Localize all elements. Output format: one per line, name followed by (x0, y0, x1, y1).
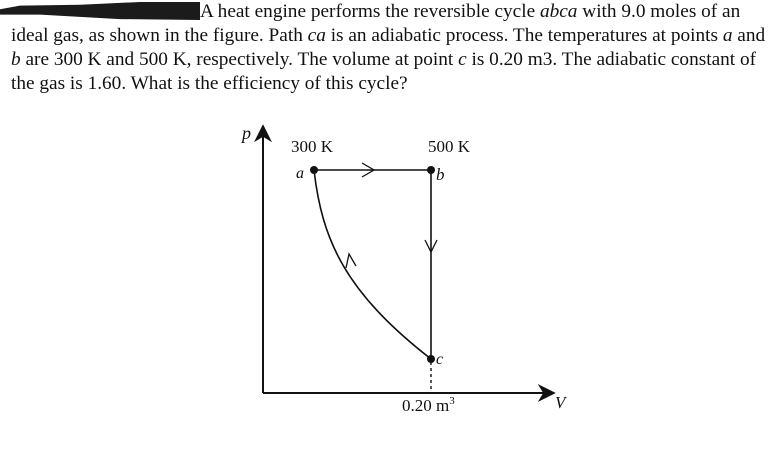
problem-text: and (732, 25, 766, 46)
problem-text: are 300 K and 500 K, respectively. The volume at point (20, 49, 459, 70)
point-b-label: b (436, 165, 445, 184)
point-c-label: c (436, 351, 444, 368)
temp-b-label: 500 K (428, 137, 471, 156)
volume-c-label: 0.20 $m^3$ (402, 395, 455, 415)
problem-text: A heat engine performs the reversible cycle (200, 1, 540, 22)
temp-a-label: 300 K (291, 137, 334, 156)
point-name: c (458, 49, 467, 70)
point-name: a (722, 25, 733, 46)
path-ca (314, 170, 431, 359)
arrow-ca (346, 254, 356, 268)
y-axis-label: p (242, 123, 251, 143)
cycle-name: abca (539, 1, 578, 22)
point-b-dot (427, 166, 435, 174)
problem-text: is an adiabatic process. The temperatures at points (325, 25, 723, 46)
point-a-dot (310, 166, 318, 174)
problem-text: is 0.20 m3. The adiabatic constant of the gas is 1.60. What is the efficiency of this cycle? (11, 49, 757, 94)
path-name: ca (307, 25, 326, 46)
point-name: b (11, 49, 21, 70)
problem-text: with 9.0 moles of an ideal gas, as shown in the figure. Path (11, 1, 741, 46)
point-a-label: a (296, 165, 304, 182)
point-c-dot (427, 355, 435, 363)
x-axis-label: V (555, 393, 566, 412)
